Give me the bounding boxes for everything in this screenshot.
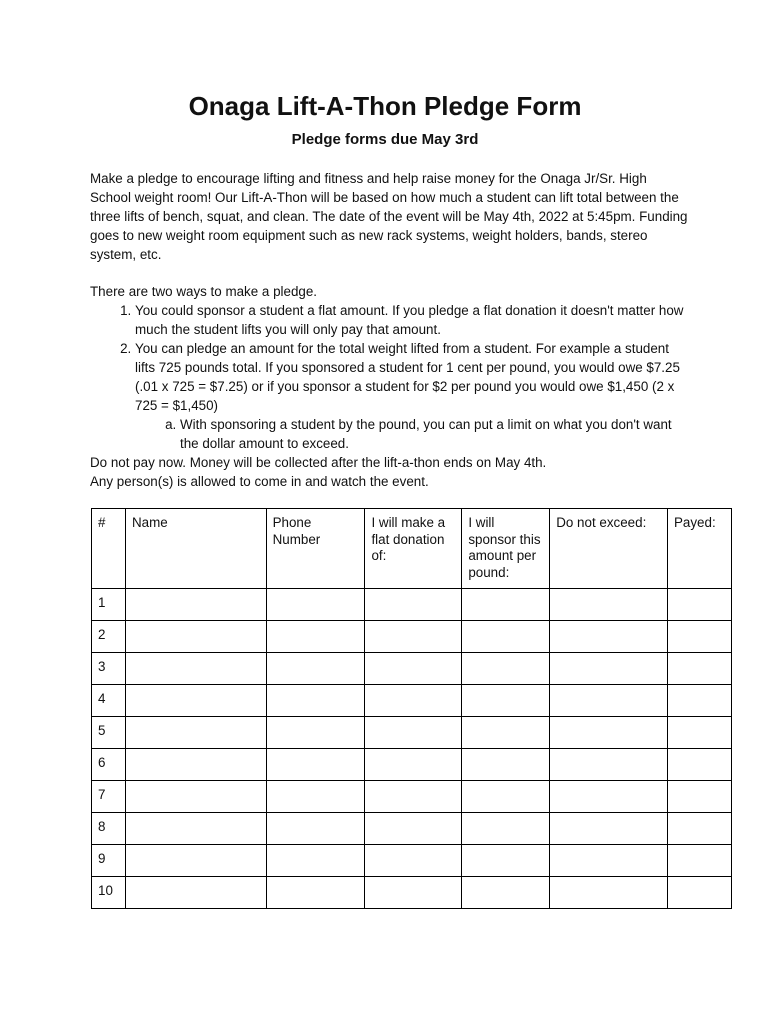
table-row: [92, 877, 732, 909]
per-pound-cell[interactable]: [462, 813, 550, 845]
flat-donation-cell[interactable]: [365, 589, 462, 621]
table-row: [92, 621, 732, 653]
name-cell[interactable]: [125, 781, 266, 813]
table-row: [92, 685, 732, 717]
phone-cell[interactable]: [266, 653, 365, 685]
col-header-number: #: [92, 509, 126, 589]
name-cell[interactable]: [125, 813, 266, 845]
phone-cell[interactable]: [266, 749, 365, 781]
table-row: [92, 813, 732, 845]
row-number: 4: [92, 685, 126, 717]
table-row: [92, 589, 732, 621]
do-not-exceed-cell[interactable]: [550, 589, 668, 621]
flat-donation-cell[interactable]: [365, 685, 462, 717]
payed-cell[interactable]: [667, 877, 731, 909]
table-row: [92, 749, 732, 781]
phone-cell[interactable]: [266, 685, 365, 717]
name-cell[interactable]: [125, 845, 266, 877]
flat-donation-cell[interactable]: [365, 813, 462, 845]
col-header-phone: Phone Number: [266, 509, 365, 589]
row-number: 1: [92, 589, 126, 621]
col-header-name: Name: [125, 509, 266, 589]
flat-donation-cell[interactable]: [365, 621, 462, 653]
phone-cell[interactable]: [266, 813, 365, 845]
table-row: [92, 845, 732, 877]
payed-cell[interactable]: [667, 749, 731, 781]
note-attend: Any person(s) is allowed to come in and watch the event.: [90, 474, 429, 489]
do-not-exceed-cell[interactable]: [550, 845, 668, 877]
ways-list: [90, 301, 690, 453]
table-row: [92, 653, 732, 685]
ways-item-per-pound: [135, 339, 690, 453]
flat-donation-cell[interactable]: [365, 653, 462, 685]
ways-subitem-limit: [180, 415, 690, 453]
col-header-payed: Payed:: [667, 509, 731, 589]
phone-cell[interactable]: [266, 589, 365, 621]
per-pound-cell[interactable]: [462, 589, 550, 621]
phone-cell[interactable]: [266, 621, 365, 653]
per-pound-cell[interactable]: [462, 685, 550, 717]
pledge-ways-section: [90, 282, 690, 491]
name-cell[interactable]: [125, 653, 266, 685]
name-cell[interactable]: [125, 685, 266, 717]
pledge-table: [91, 508, 732, 909]
do-not-exceed-cell[interactable]: [550, 877, 668, 909]
name-cell[interactable]: [125, 717, 266, 749]
payed-cell[interactable]: [667, 781, 731, 813]
do-not-exceed-cell[interactable]: [550, 621, 668, 653]
col-header-do-not-exceed: Do not exceed:: [550, 509, 668, 589]
flat-donation-cell[interactable]: [365, 717, 462, 749]
page-subtitle: Pledge forms due May 3rd: [291, 131, 479, 148]
do-not-exceed-cell[interactable]: [550, 717, 668, 749]
per-pound-cell[interactable]: [462, 653, 550, 685]
payed-cell[interactable]: [667, 845, 731, 877]
row-number: 9: [92, 845, 126, 877]
per-pound-cell[interactable]: [462, 749, 550, 781]
col-header-per-pound: I will sponsor this amount per pound:: [462, 509, 550, 589]
name-cell[interactable]: [125, 589, 266, 621]
row-number: 7: [92, 781, 126, 813]
table-header-row: [92, 509, 732, 589]
do-not-exceed-cell[interactable]: [550, 653, 668, 685]
table-row: [92, 717, 732, 749]
row-number: 6: [92, 749, 126, 781]
page-title: Onaga Lift-A-Thon Pledge Form: [188, 91, 582, 121]
ways-sublist: [135, 415, 690, 453]
phone-cell[interactable]: [266, 717, 365, 749]
payed-cell[interactable]: [667, 685, 731, 717]
phone-cell[interactable]: [266, 877, 365, 909]
per-pound-cell[interactable]: [462, 717, 550, 749]
per-pound-cell[interactable]: [462, 845, 550, 877]
row-number: 2: [92, 621, 126, 653]
name-cell[interactable]: [125, 621, 266, 653]
col-header-flat-donation: I will make a flat donation of:: [365, 509, 462, 589]
table-row: [92, 781, 732, 813]
phone-cell[interactable]: [266, 845, 365, 877]
per-pound-cell[interactable]: [462, 877, 550, 909]
flat-donation-cell[interactable]: [365, 845, 462, 877]
intro-paragraph: Make a pledge to encourage lifting and fitness and help raise money for the Onaga Jr/Sr. High School weight room! Our Lift-A-Thon will be based on how much a student can lift total between the three lifts of bench, squat, and clean. The date of the event will be May 4th, 2022 at 5:45pm. Funding goes to new weight room equipment such as new rack systems, weight holders, bands, stereo system, etc.: [90, 171, 688, 262]
payed-cell[interactable]: [667, 653, 731, 685]
payed-cell[interactable]: [667, 813, 731, 845]
row-number: 5: [92, 717, 126, 749]
name-cell[interactable]: [125, 749, 266, 781]
ways-item-flat: [135, 301, 690, 339]
row-number: 10: [92, 877, 126, 909]
do-not-exceed-cell[interactable]: [550, 813, 668, 845]
payed-cell[interactable]: [667, 717, 731, 749]
payed-cell[interactable]: [667, 589, 731, 621]
do-not-exceed-cell[interactable]: [550, 749, 668, 781]
flat-donation-cell[interactable]: [365, 781, 462, 813]
ways-item-text: You could sponsor a student a flat amount. If you pledge a flat donation it doesn't matter how much the student lifts you will only pay that amount.: [135, 303, 684, 337]
do-not-exceed-cell[interactable]: [550, 685, 668, 717]
ways-item-text: You can pledge an amount for the total weight lifted from a student. For example a student lifts 725 pounds total. If you sponsored a student for 1 cent per pound, you would owe $7.25 (.01 x 725 = $7.25) or if you sponsor a student for $2 per pound you would owe $1,450 (2 x 725 = $1,450): [135, 341, 680, 413]
row-number: 3: [92, 653, 126, 685]
do-not-exceed-cell[interactable]: [550, 781, 668, 813]
note-pay: Do not pay now. Money will be collected after the lift-a-thon ends on May 4th.: [90, 455, 547, 470]
payed-cell[interactable]: [667, 621, 731, 653]
phone-cell[interactable]: [266, 781, 365, 813]
name-cell[interactable]: [125, 877, 266, 909]
ways-subitem-text: With sponsoring a student by the pound, you can put a limit on what you don't want the dollar amount to exceed.: [180, 417, 672, 451]
per-pound-cell[interactable]: [462, 621, 550, 653]
flat-donation-cell[interactable]: [365, 749, 462, 781]
ways-lead: There are two ways to make a pledge.: [90, 284, 318, 299]
row-number: 8: [92, 813, 126, 845]
per-pound-cell[interactable]: [462, 781, 550, 813]
flat-donation-cell[interactable]: [365, 877, 462, 909]
